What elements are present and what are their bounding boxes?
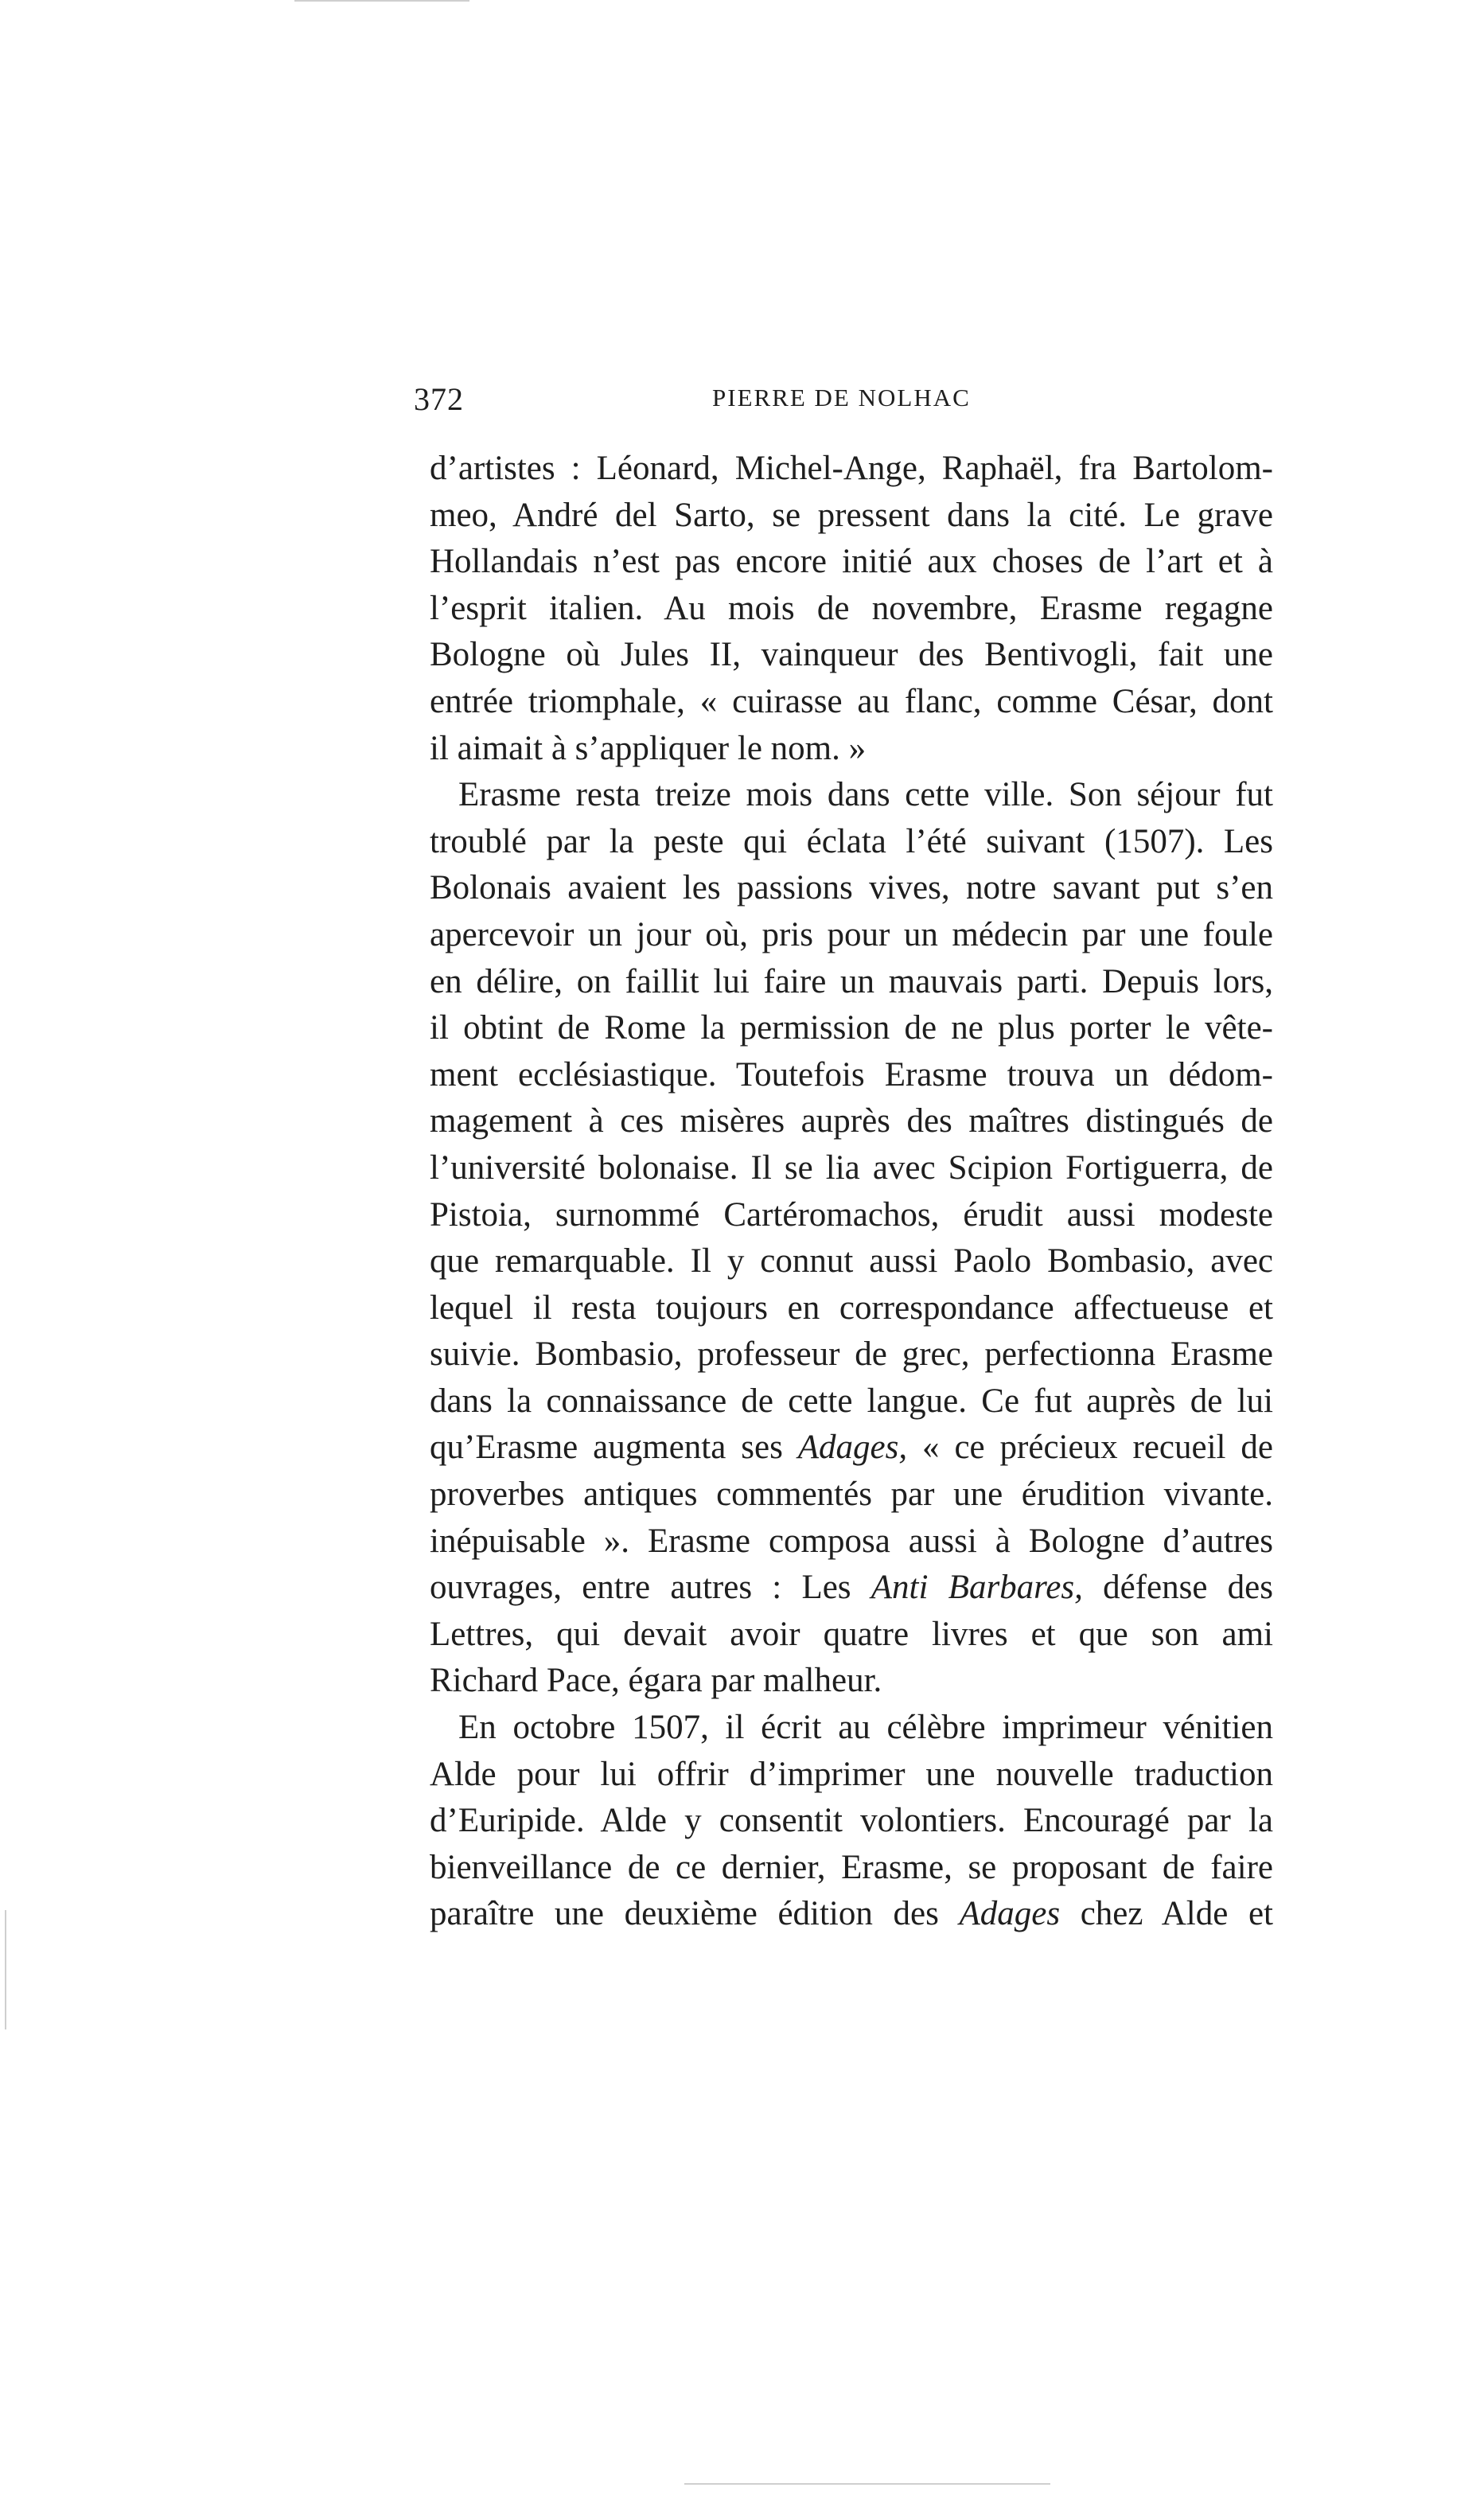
text-line: meo, André del Sarto, se pressent dans la cité. Le grave: [430, 496, 1273, 534]
text-line: Pistoia, surnommé Cartéromachos, érudit aussi modeste: [430, 1195, 1273, 1234]
scan-artifact-top: [294, 0, 469, 2]
text-run: ouvrages, entre autres : Les: [430, 1569, 871, 1607]
text-run: « ce précieux recueil de: [907, 1429, 1273, 1467]
text-line: d’artistes : Léonard, Michel-Ange, Raphaël, fra Bartolom-: [430, 450, 1273, 487]
text-line: entrée triomphale, « cuirasse au flanc, comme César, dont: [430, 682, 1273, 720]
text-line: En octobre 1507, il écrit au célèbre imprimeur vénitien: [458, 1709, 1273, 1747]
text-line: d’Euripide. Alde y consentit volontiers. Encouragé par la: [430, 1802, 1273, 1840]
paragraph-3: [430, 1705, 1273, 1938]
italic-title: Anti Barbares,: [871, 1569, 1083, 1607]
text-line: ment ecclésiastique. Toutefois Erasme trouva un dédom-: [430, 1055, 1273, 1094]
text-line: inépuisable ». Erasme composa aussi à Bologne d’autres: [430, 1522, 1273, 1560]
text-line: lequel il resta toujours en correspondance affectueuse et: [430, 1289, 1273, 1327]
text-line: Alde pour lui offrir d’imprimer une nouvelle traduction: [430, 1755, 1273, 1793]
text-line: [430, 1425, 1273, 1472]
text-line: Richard Pace, égara par malheur.: [430, 1662, 882, 1700]
text-line: Hollandais n’est pas encore initié aux choses de l’art et à: [430, 543, 1273, 581]
text-line: [430, 1565, 1273, 1612]
text-line: il aimait à s’appliquer le nom. »: [430, 729, 867, 767]
scan-artifact-left: [5, 1910, 6, 2029]
text-line: que remarquable. Il y connut aussi Paolo Bombasio, avec: [430, 1242, 1273, 1281]
body-text: [430, 446, 1273, 1938]
text-line: l’université bolonaise. Il se lia avec Scipion Fortiguerra, de: [430, 1148, 1273, 1187]
text-line: magement à ces misères auprès des maîtres distingués de: [430, 1102, 1273, 1140]
text-line: Lettres, qui devait avoir quatre livres et que son ami: [430, 1615, 1273, 1653]
text-line: suivie. Bombasio, professeur de grec, perfectionna Erasme: [430, 1335, 1273, 1374]
running-head: PIERRE DE NOLHAC: [712, 384, 971, 411]
page-header: [414, 380, 1281, 428]
page-number: 372: [414, 381, 464, 417]
text-line: [430, 1891, 1273, 1938]
text-line: l’esprit italien. Au mois de novembre, Erasme regagne: [430, 589, 1273, 627]
text-line: troublé par la peste qui éclata l’été suivant (1507). Les: [430, 822, 1273, 860]
text-line: bienveillance de ce dernier, Erasme, se proposant de faire: [430, 1848, 1273, 1886]
text-run: qu’Erasme augmenta ses: [430, 1429, 798, 1467]
text-line: il obtint de Rome la permission de ne plus porter le vête-: [430, 1009, 1273, 1047]
scan-artifact-bottom: [684, 2483, 1050, 2485]
text-run: chez Alde et: [1060, 1895, 1273, 1933]
paragraph-2: [430, 772, 1273, 1705]
italic-title: Adages,: [797, 1429, 908, 1467]
text-run: paraître une deuxième édition des: [430, 1895, 960, 1933]
text-line: dans la connaissance de cette langue. Ce fut auprès de lui: [430, 1382, 1273, 1420]
text-line: proverbes antiques commentés par une érudition vivante.: [430, 1476, 1273, 1514]
italic-title: Adages: [959, 1895, 1061, 1933]
paragraph-1: [430, 446, 1273, 772]
text-line: en délire, on faillit lui faire un mauvais parti. Depuis lors,: [430, 962, 1273, 1000]
text-line: Erasme resta treize mois dans cette ville. Son séjour fut: [458, 776, 1273, 814]
text-line: apercevoir un jour où, pris pour un médecin par une foule: [430, 915, 1273, 953]
text-line: Bolonais avaient les passions vives, notre savant put s’en: [430, 869, 1273, 907]
text-line: Bologne où Jules II, vainqueur des Bentivogli, fait une: [430, 636, 1273, 674]
text-run: défense des: [1082, 1569, 1273, 1607]
